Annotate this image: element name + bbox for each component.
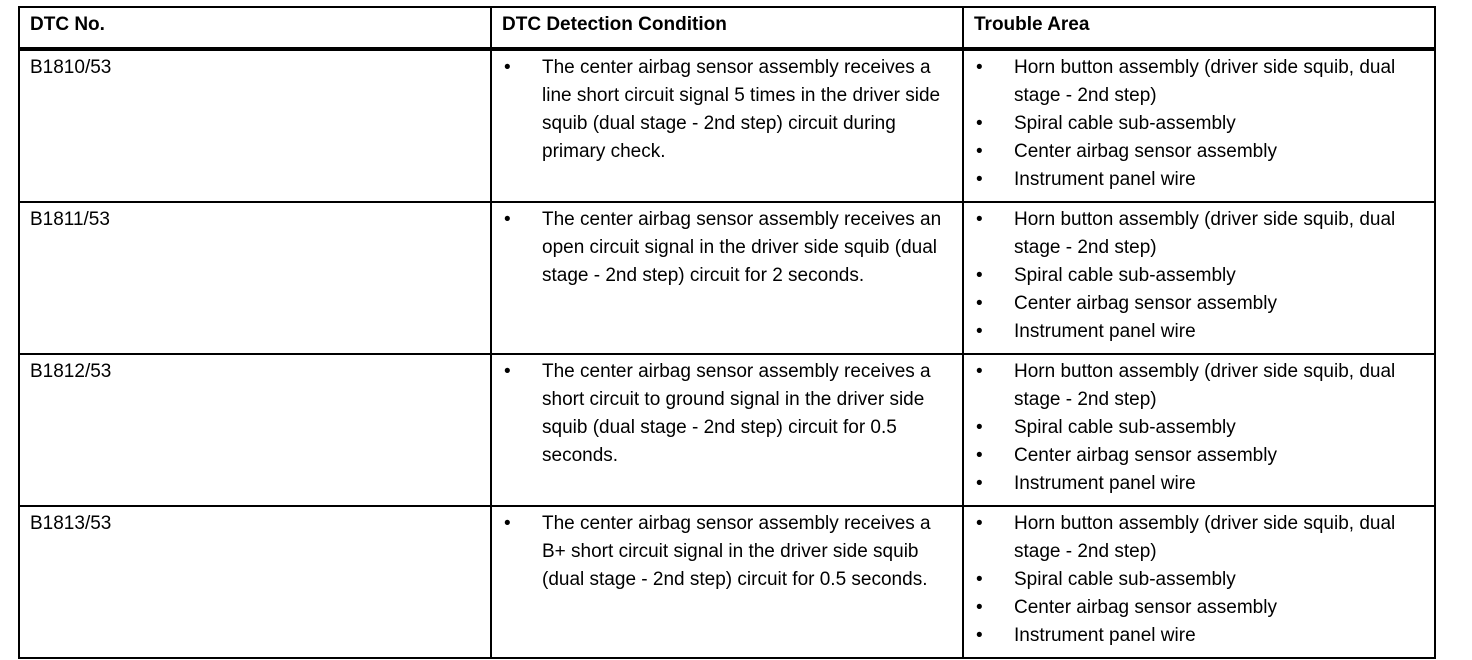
- bullet-icon: •: [976, 473, 983, 494]
- bullet-icon: •: [504, 513, 511, 534]
- trouble-area-text: Instrument panel wire: [1014, 473, 1196, 494]
- list-item: [974, 358, 1424, 414]
- bullet-icon: •: [976, 265, 983, 286]
- list-item: [502, 358, 952, 470]
- list-item: [974, 622, 1424, 650]
- bullet-icon: •: [976, 361, 983, 382]
- trouble-area-text: Instrument panel wire: [1014, 625, 1196, 646]
- list-item: [974, 206, 1424, 262]
- list-item: [974, 470, 1424, 498]
- list-item: [974, 138, 1424, 166]
- trouble-area-text: Horn button assembly (driver side squib, dual stage - 2nd step): [1014, 361, 1396, 410]
- list-item: [974, 262, 1424, 290]
- bullet-icon: •: [976, 569, 983, 590]
- condition-text: The center airbag sensor assembly receives a short circuit to ground signal in the driver side squib (dual stage - 2nd step) circuit for 0.5 seconds.: [542, 361, 931, 466]
- list-item: [974, 166, 1424, 194]
- dtc-table: [18, 6, 1436, 659]
- bullet-icon: •: [976, 625, 983, 646]
- list-item: [974, 442, 1424, 470]
- list-item: [974, 594, 1424, 622]
- trouble-area-text: Horn button assembly (driver side squib, dual stage - 2nd step): [1014, 209, 1396, 258]
- bullet-icon: •: [976, 597, 983, 618]
- trouble-area-list: [974, 54, 1424, 194]
- trouble-area-text: Spiral cable sub-assembly: [1014, 113, 1236, 134]
- bullet-icon: •: [976, 417, 983, 438]
- trouble-area-list: [974, 206, 1424, 346]
- trouble-area-cell: [963, 49, 1435, 202]
- trouble-area-text: Instrument panel wire: [1014, 321, 1196, 342]
- list-item: [502, 206, 952, 290]
- condition-list: [502, 54, 952, 166]
- bullet-icon: •: [504, 361, 511, 382]
- trouble-area-text: Instrument panel wire: [1014, 169, 1196, 190]
- bullet-icon: •: [976, 445, 983, 466]
- table-row: [19, 354, 1435, 506]
- list-item: [974, 290, 1424, 318]
- list-item: [974, 110, 1424, 138]
- trouble-area-cell: [963, 202, 1435, 354]
- condition-list: [502, 510, 952, 594]
- trouble-area-cell: [963, 354, 1435, 506]
- detection-condition-cell: [491, 49, 963, 202]
- table-row: [19, 49, 1435, 202]
- bullet-icon: •: [976, 169, 983, 190]
- trouble-area-text: Horn button assembly (driver side squib, dual stage - 2nd step): [1014, 513, 1396, 562]
- bullet-icon: •: [976, 57, 983, 78]
- condition-text: The center airbag sensor assembly receives a line short circuit signal 5 times in the driver side squib (dual stage - 2nd step) circuit during primary check.: [542, 57, 941, 162]
- list-item: [974, 54, 1424, 110]
- trouble-area-text: Spiral cable sub-assembly: [1014, 569, 1236, 590]
- trouble-area-text: Spiral cable sub-assembly: [1014, 417, 1236, 438]
- condition-text: The center airbag sensor assembly receives a B+ short circuit signal in the driver side squib (dual stage - 2nd step) circuit for 0.5 seconds.: [542, 513, 931, 590]
- header-trouble-area: Trouble Area: [963, 7, 1435, 49]
- dtc-code-cell: B1812/53: [19, 354, 491, 506]
- trouble-area-list: [974, 510, 1424, 650]
- list-item: [502, 510, 952, 594]
- list-item: [974, 566, 1424, 594]
- dtc-code-cell: B1813/53: [19, 506, 491, 658]
- trouble-area-text: Spiral cable sub-assembly: [1014, 265, 1236, 286]
- trouble-area-cell: [963, 506, 1435, 658]
- list-item: [974, 510, 1424, 566]
- dtc-code-cell: B1810/53: [19, 49, 491, 202]
- condition-list: [502, 206, 952, 290]
- table-row: [19, 202, 1435, 354]
- bullet-icon: •: [504, 57, 511, 78]
- bullet-icon: •: [976, 113, 983, 134]
- table-row: [19, 506, 1435, 658]
- trouble-area-text: Center airbag sensor assembly: [1014, 141, 1277, 162]
- table-header-row: [19, 7, 1435, 49]
- condition-text: The center airbag sensor assembly receives an open circuit signal in the driver side squib (dual stage - 2nd step) circuit for 2 seconds.: [542, 209, 942, 286]
- detection-condition-cell: [491, 354, 963, 506]
- trouble-area-text: Center airbag sensor assembly: [1014, 293, 1277, 314]
- bullet-icon: •: [504, 209, 511, 230]
- bullet-icon: •: [976, 293, 983, 314]
- list-item: [502, 54, 952, 166]
- bullet-icon: •: [976, 321, 983, 342]
- header-dtc-no: DTC No.: [19, 7, 491, 49]
- list-item: [974, 414, 1424, 442]
- condition-list: [502, 358, 952, 470]
- header-detection-condition: DTC Detection Condition: [491, 7, 963, 49]
- detection-condition-cell: [491, 202, 963, 354]
- detection-condition-cell: [491, 506, 963, 658]
- trouble-area-list: [974, 358, 1424, 498]
- bullet-icon: •: [976, 209, 983, 230]
- list-item: [974, 318, 1424, 346]
- bullet-icon: •: [976, 513, 983, 534]
- bullet-icon: •: [976, 141, 983, 162]
- trouble-area-text: Center airbag sensor assembly: [1014, 445, 1277, 466]
- trouble-area-text: Horn button assembly (driver side squib, dual stage - 2nd step): [1014, 57, 1396, 106]
- dtc-code-cell: B1811/53: [19, 202, 491, 354]
- trouble-area-text: Center airbag sensor assembly: [1014, 597, 1277, 618]
